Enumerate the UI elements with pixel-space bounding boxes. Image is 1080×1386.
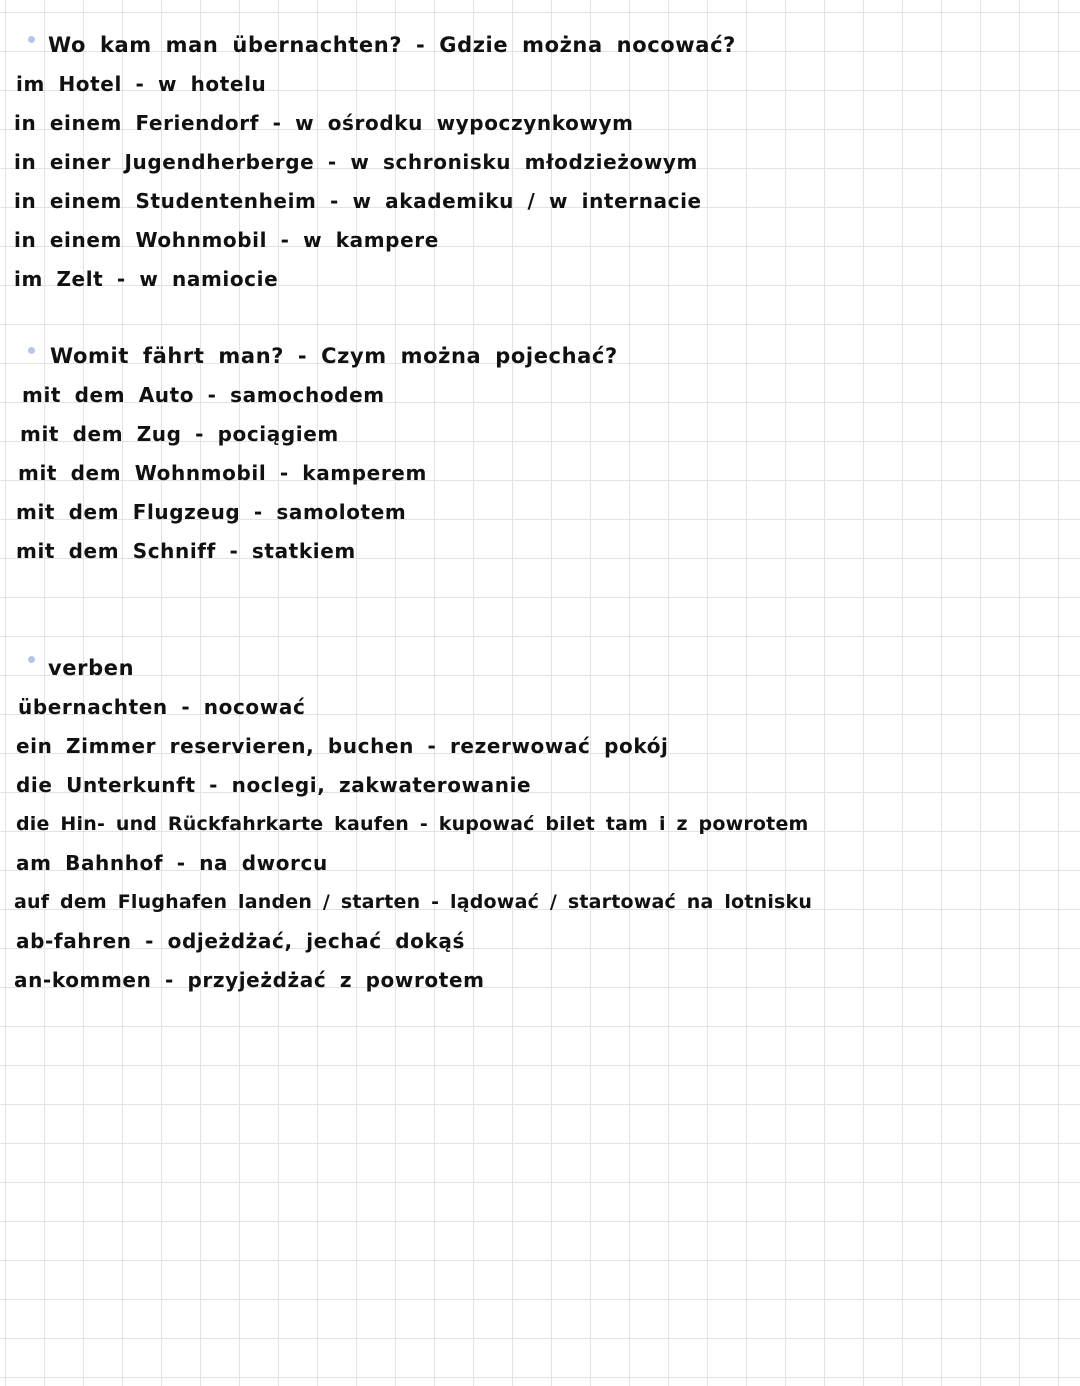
- list-item: mit dem Wohnmobil - kamperem: [18, 461, 427, 485]
- bullet-dot-icon: [28, 347, 35, 354]
- list-item: in einem Feriendorf - w ośrodku wypoczynkowym: [14, 111, 634, 135]
- list-item: mit dem Schniff - statkiem: [16, 539, 356, 563]
- list-item: die Hin- und Rückfahrkarte kaufen - kupować bilet tam i z powrotem: [16, 813, 809, 835]
- list-item: im Hotel - w hotelu: [16, 72, 267, 96]
- section-heading-accommodation: Wo kam man übernachten? - Gdzie można nocować?: [48, 33, 736, 57]
- list-item: an-kommen - przyjeżdżać z powrotem: [14, 968, 485, 992]
- list-item: auf dem Flughafen landen / starten - lądować / startować na lotnisku: [14, 891, 813, 913]
- list-item: übernachten - nocować: [18, 695, 306, 719]
- list-item: ab-fahren - odjeżdżać, jechać dokąś: [16, 929, 466, 953]
- list-item: mit dem Zug - pociągiem: [20, 422, 339, 446]
- bullet-dot-icon: [28, 656, 35, 663]
- list-item: in einem Studentenheim - w akademiku / w internacie: [14, 189, 702, 213]
- list-item: in einem Wohnmobil - w kampere: [14, 228, 439, 252]
- list-item: ein Zimmer reservieren, buchen - rezerwować pokój: [16, 734, 669, 758]
- section-heading-transport: Womit fährt man? - Czym można pojechać?: [50, 344, 618, 368]
- section-heading-verbs: verben: [48, 656, 135, 680]
- list-item: die Unterkunft - noclegi, zakwaterowanie: [16, 773, 532, 797]
- list-item: mit dem Auto - samochodem: [22, 383, 385, 407]
- list-item: im Zelt - w namiocie: [14, 267, 279, 291]
- list-item: am Bahnhof - na dworcu: [16, 851, 328, 875]
- list-item: in einer Jugendherberge - w schronisku młodzieżowym: [14, 150, 698, 174]
- bullet-dot-icon: [28, 36, 35, 43]
- list-item: mit dem Flugzeug - samolotem: [16, 500, 407, 524]
